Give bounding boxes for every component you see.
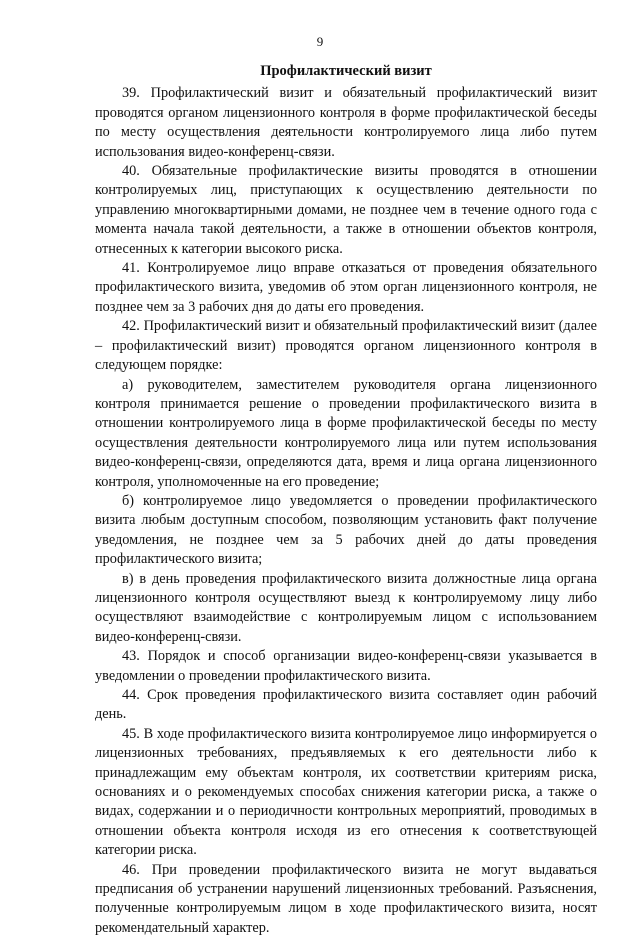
paragraph-40: 40. Обязательные профилактические визиты проводятся в отношении контролируемых лиц, приступающих к осуществлению деятельности по управлению многоквартирными домами, не позднее чем в течение одного года с момента начала такой деятельности, а также в отношении объектов контроля, отнесенных к категории высокого риска. [95,163,597,257]
paragraph-42: 42. Профилактический визит и обязательный профилактический визит (далее – профилактический визит) проводятся органом лицензионного контроля в следующем порядке: [95,318,597,374]
paragraph-46: 46. При проведении профилактического визита не могут выдаваться предписания об устранении нарушений лицензионных требований. Разъяснения, полученные контролируемым лицом в ходе профилактического визита, носят рекомендательный характер. [95,861,597,936]
paragraph-42-a: а) руководителем, заместителем руководителя органа лицензионного контроля принимается решение о проведении профилактического визита в отношении контролируемого лица в форме профилактической беседы по месту осуществления деятельности контролируемого лица или путем использования видео-конференц-связи, определяются дата, время и лица органа лицензионного контроля, уполномоченные на его проведение; [95,376,597,490]
paragraph-42-b: б) контролируемое лицо уведомляется о проведении профилактического визита любым доступным способом, позволяющим установить факт получение уведомления, не позднее чем за 5 рабочих дней до даты проведения профилактического визита; [95,492,597,568]
paragraph-42-v: в) в день проведения профилактического визита должностные лица органа лицензионного контроля осуществляют выезд к контролируемому лицу либо осуществляют взаимодействие с контролируемым лицом с использованием видео-конференц-связи. [95,570,597,645]
paragraph-45: 45. В ходе профилактического визита контролируемое лицо информируется о лицензионных требованиях, предъявляемых к его деятельности либо к принадлежащим ему объектам контроля, их соответствии критериям риска, основаниях и о рекомендуемых способах снижения категории риска, а также о видах, содержании и о периодичности контрольных мероприятий, проводимых в отношении объекта контроля исходя из его отнесения к соответствующей категории риска. [95,725,597,859]
paragraph-41: 41. Контролируемое лицо вправе отказаться от проведения обязательного профилактического визита, уведомив об этом орган лицензионного контроля, не позднее чем за 3 рабочих дня до даты его проведения. [95,260,597,315]
page-number: 9 [316,34,324,49]
section-heading: Профилактический визит [260,63,432,79]
paragraph-43: 43. Порядок и способ организации видео-конференц-связи указывается в уведомлении о проведении профилактического визита. [95,648,597,684]
document-body [95,62,597,938]
paragraph-44: 44. Срок проведения профилактического визита составляет один рабочий день. [95,687,597,723]
paragraph-39: 39. Профилактический визит и обязательный профилактический визит проводятся органом лицензионного контроля в форме профилактической беседы по месту осуществления деятельности контролируемого лица либо путем использования видео-конференц-связи. [95,85,597,160]
